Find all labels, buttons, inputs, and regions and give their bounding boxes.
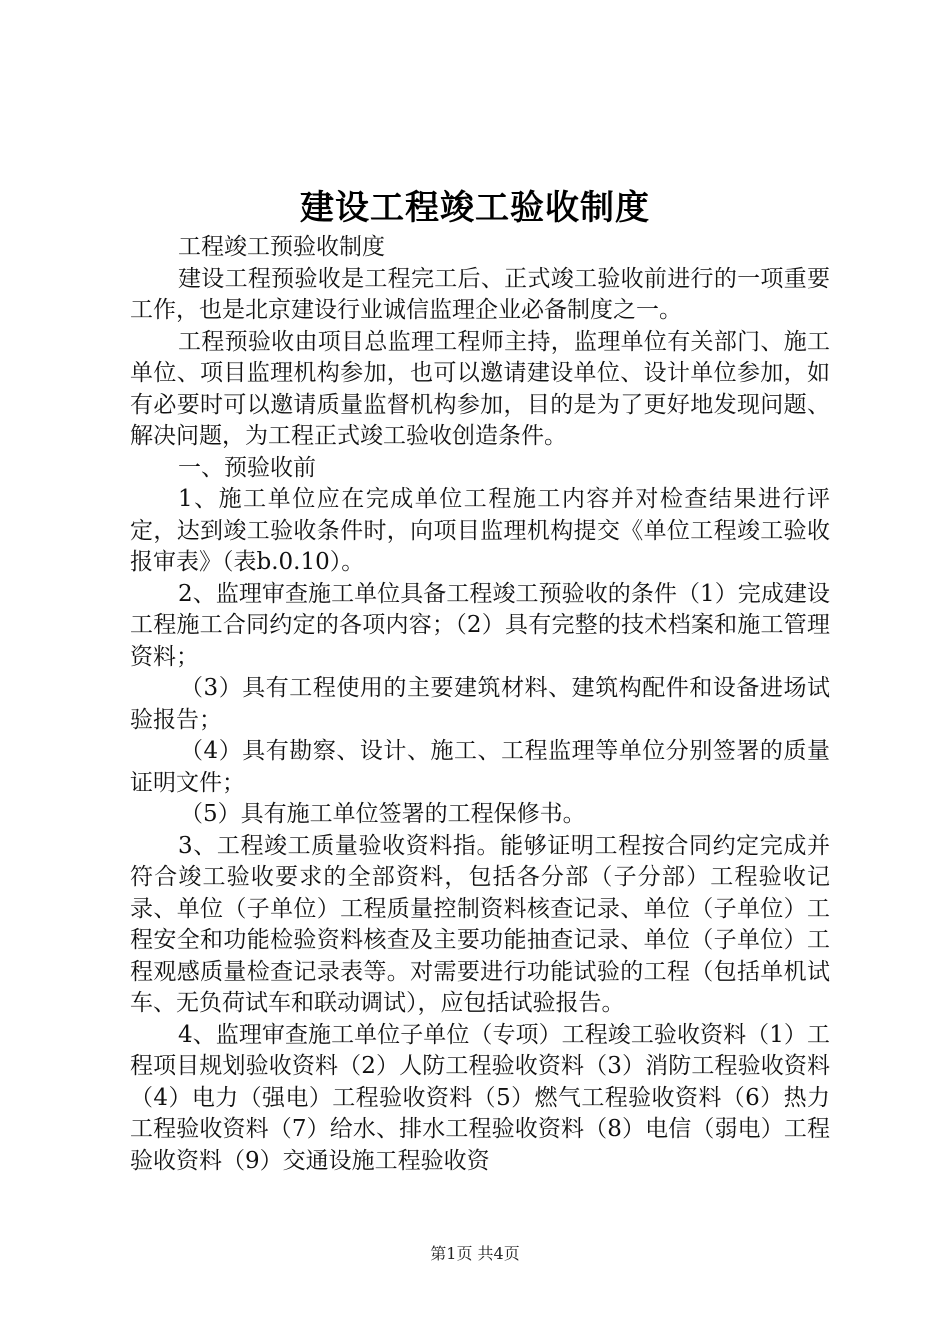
paragraph-item-2-4: （4）具有勘察、设计、施工、工程监理等单位分别签署的质量证明文件； [130,738,830,796]
paragraph-item-2: 2、监理审查施工单位具备工程竣工预验收的条件（1）完成建设工程施工合同约定的各项内容；（2）具有完整的技术档案和施工管理资料； [130,580,830,670]
paragraph-item-2-3: （3）具有工程使用的主要建筑材料、建筑构配件和设备进场试验报告； [130,675,830,733]
paragraph-pre-acceptance-heading: 一、预验收前 [178,454,316,481]
page-footer: 第1页 共4页 [430,1244,520,1263]
paragraph-section-heading: 工程竣工预验收制度 [178,234,385,260]
paragraph-item-3: 3、工程竣工质量验收资料指。能够证明工程按合同约定完成并符合竣工验收要求的全部资料，包括各分部（子分部）工程验收记录、单位（子单位）工程质量控制资料核查记录、单位（子单位）工程安全和功能检验资料核查及主要功能抽查记录、单位（子单位）工程观感质量检查记录表等。对需要进行功能试验的工程（包括单机试车、无负荷试车和联动调试），应包括试验报告。 [130,832,830,1016]
paragraph-host: 工程预验收由项目总监理工程师主持，监理单位有关部门、施工单位、项目监理机构参加，也可以邀请建设单位、设计单位参加，如有必要时可以邀请质量监督机构参加，目的是为了更好地发现问题、解决问题，为工程正式竣工验收创造条件。 [130,328,830,449]
document-body [130,232,830,1177]
paragraph-item-2-5: （5）具有施工单位签署的工程保修书。 [180,801,586,827]
document-title: 建设工程竣工验收制度 [300,188,650,228]
paragraph-intro: 建设工程预验收是工程完工后、正式竣工验收前进行的一项重要工作，也是北京建设行业诚信监理企业必备制度之一。 [130,265,830,323]
paragraph-item-4: 4、监理审查施工单位子单位（专项）工程竣工验收资料（1）工程项目规划验收资料（2）人防工程验收资料（3）消防工程验收资料（4）电力（强电）工程验收资料（5）燃气工程验收资料（6）热力工程验收资料（7）给水、排水工程验收资料（8）电信（弱电）工程验收资料（9）交通设施工程验收资 [130,1021,830,1174]
paragraph-item-1: 1、施工单位应在完成单位工程施工内容并对检查结果进行评定，达到竣工验收条件时，向项目监理机构提交《单位工程竣工验收报审表》（表b.0.10）。 [130,486,830,575]
